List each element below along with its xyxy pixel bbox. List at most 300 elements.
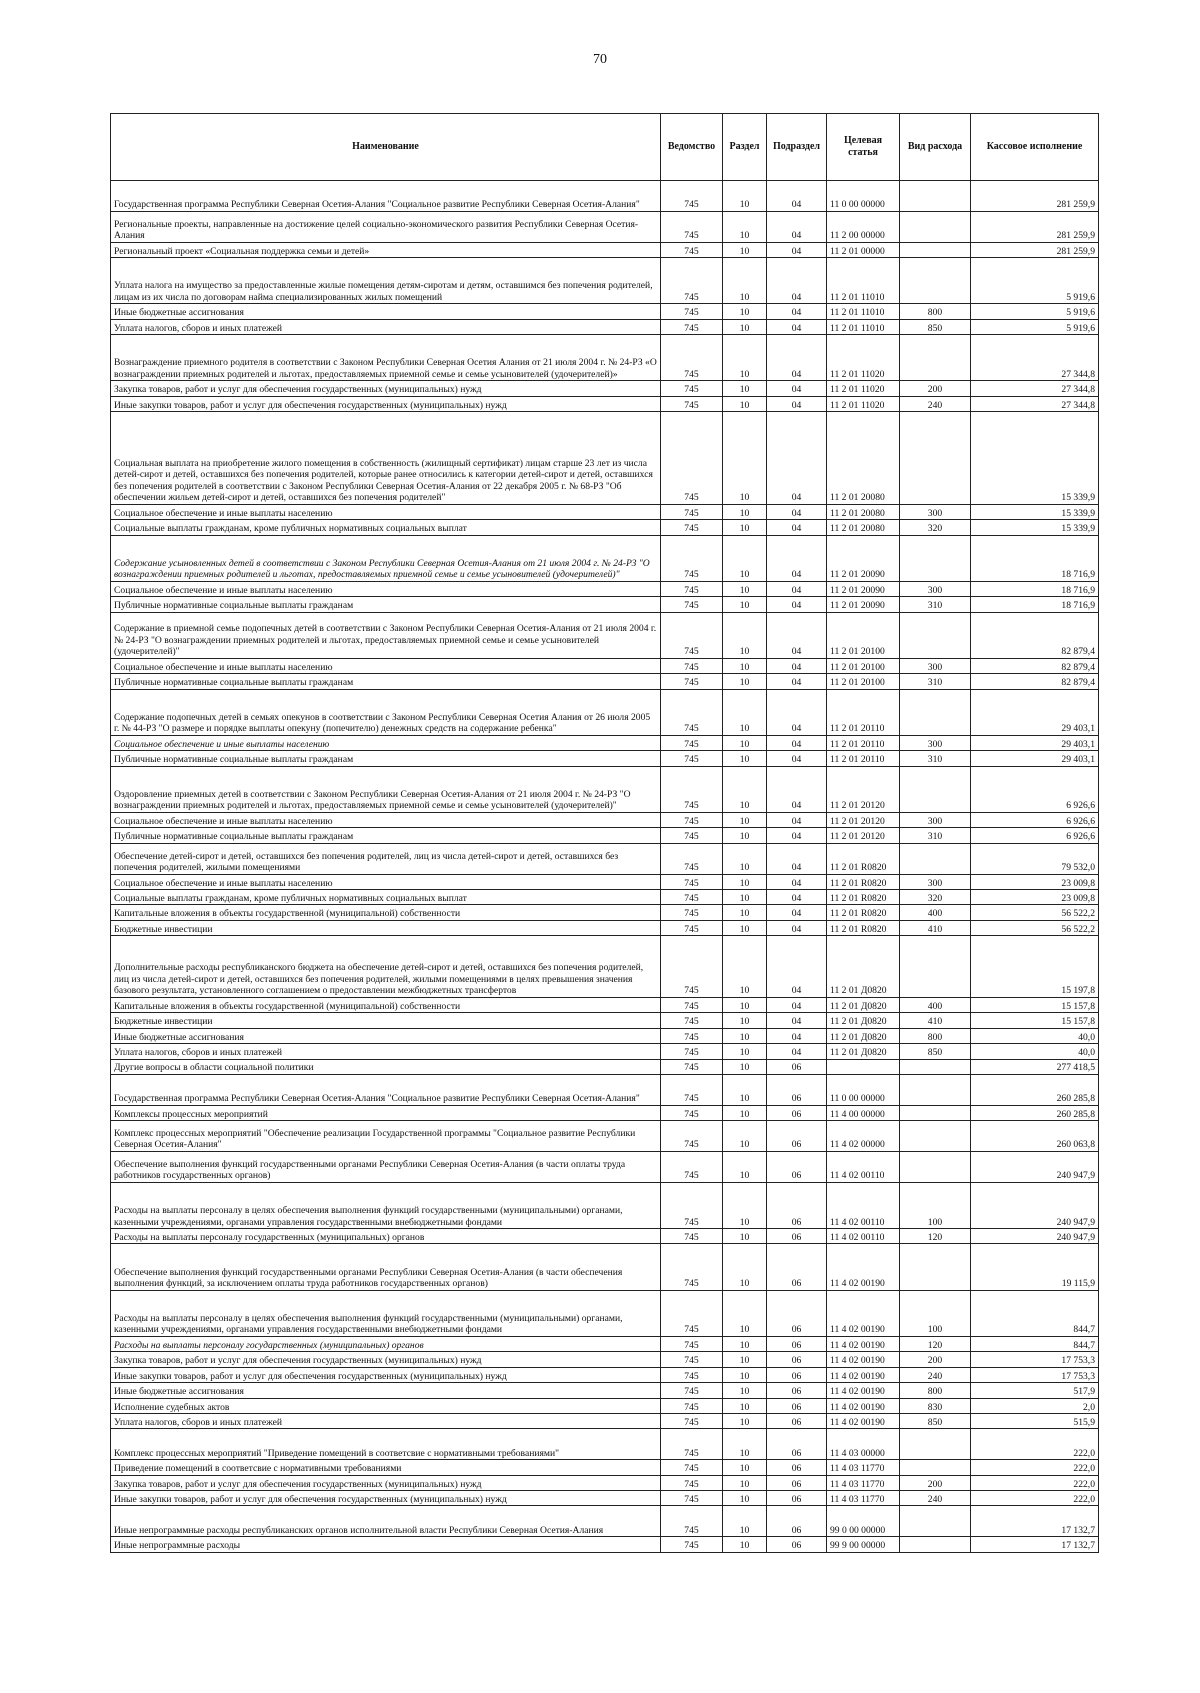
table-row	[111, 1491, 1099, 1506]
cell-name: Обеспечение выполнения функций государственными органами Республики Северная Осетия-Алания (в части обеспечения выполнения функций, за исключением оплаты труда работников государственных органов)	[111, 1244, 661, 1290]
cell-podrazdel: 06	[767, 1475, 827, 1490]
cell-vid-rashoda: 300	[900, 812, 971, 827]
cell-name: Публичные нормативные социальные выплаты гражданам	[111, 751, 661, 766]
cell-razdel: 10	[723, 612, 767, 658]
cell-razdel: 10	[723, 905, 767, 920]
cell-vedomstvo: 745	[661, 1414, 723, 1429]
cell-razdel: 10	[723, 1506, 767, 1537]
cell-podrazdel: 06	[767, 1429, 827, 1460]
cell-vedomstvo: 745	[661, 242, 723, 257]
cell-podrazdel: 04	[767, 396, 827, 411]
cell-celevaya-statya: 11 2 00 00000	[827, 211, 900, 242]
cell-celevaya-statya: 11 2 01 00000	[827, 242, 900, 257]
cell-celevaya-statya: 11 2 01 Д0820	[827, 997, 900, 1012]
cell-vedomstvo: 745	[661, 1028, 723, 1043]
cell-podrazdel: 04	[767, 658, 827, 673]
cell-celevaya-statya: 11 4 02 00190	[827, 1336, 900, 1351]
cell-vid-rashoda	[900, 1244, 971, 1290]
cell-razdel: 10	[723, 412, 767, 505]
cell-vedomstvo: 745	[661, 1105, 723, 1120]
cell-razdel: 10	[723, 520, 767, 535]
cell-razdel: 10	[723, 1537, 767, 1552]
table-row	[111, 874, 1099, 889]
cell-razdel: 10	[723, 535, 767, 581]
cell-vedomstvo: 745	[661, 258, 723, 304]
cell-vedomstvo: 745	[661, 1059, 723, 1074]
cell-celevaya-statya: 11 2 01 20100	[827, 612, 900, 658]
cell-vid-rashoda	[900, 843, 971, 874]
cell-name: Комплекс процессных мероприятий "Приведение помещений в соответсвие с нормативными требованиями"	[111, 1429, 661, 1460]
cell-podrazdel: 06	[767, 1059, 827, 1074]
table-row	[111, 581, 1099, 596]
cell-vid-rashoda: 100	[900, 1290, 971, 1336]
cell-name: Вознаграждение приемного родителя в соответствии с Законом Республики Северная Осетия Алания от 21 июля 2004 г. № 24-РЗ «О вознаграждении приемных родителей и льготах, предоставляемых приемной семье и семье усыновителей (удочерителей)»	[111, 335, 661, 381]
cell-podrazdel: 06	[767, 1352, 827, 1367]
cell-vid-rashoda: 800	[900, 1383, 971, 1398]
cell-name: Расходы на выплаты персоналу государственных (муниципальных) органов	[111, 1229, 661, 1244]
cell-kassovoe-ispolnenie: 2,0	[971, 1398, 1099, 1413]
cell-name: Уплата налогов, сборов и иных платежей	[111, 1414, 661, 1429]
cell-vedomstvo: 745	[661, 735, 723, 750]
table-row	[111, 1367, 1099, 1382]
cell-vid-rashoda: 240	[900, 396, 971, 411]
cell-name: Обеспечение выполнения функций государственными органами Республики Северная Осетия-Алания (в части оплаты труда работников государственных органов)	[111, 1151, 661, 1182]
cell-vedomstvo: 745	[661, 1121, 723, 1152]
cell-kassovoe-ispolnenie: 19 115,9	[971, 1244, 1099, 1290]
cell-podrazdel: 06	[767, 1414, 827, 1429]
cell-podrazdel: 04	[767, 751, 827, 766]
cell-celevaya-statya: 11 2 01 R0820	[827, 890, 900, 905]
cell-kassovoe-ispolnenie: 56 522,2	[971, 905, 1099, 920]
header-vid-rashoda: Вид расхода	[900, 114, 971, 181]
cell-celevaya-statya: 11 2 01 R0820	[827, 920, 900, 935]
cell-podrazdel: 04	[767, 920, 827, 935]
table-row	[111, 319, 1099, 334]
cell-vid-rashoda	[900, 1074, 971, 1105]
cell-celevaya-statya: 11 2 01 20110	[827, 751, 900, 766]
cell-razdel: 10	[723, 1398, 767, 1413]
cell-celevaya-statya: 11 2 01 20110	[827, 689, 900, 735]
cell-celevaya-statya: 11 2 01 R0820	[827, 905, 900, 920]
cell-razdel: 10	[723, 1074, 767, 1105]
cell-vedomstvo: 745	[661, 936, 723, 998]
table-row	[111, 735, 1099, 750]
cell-vedomstvo: 745	[661, 520, 723, 535]
cell-kassovoe-ispolnenie: 17 132,7	[971, 1506, 1099, 1537]
table-body	[111, 181, 1099, 1553]
cell-kassovoe-ispolnenie: 260 285,8	[971, 1105, 1099, 1120]
cell-vid-rashoda	[900, 211, 971, 242]
cell-kassovoe-ispolnenie: 79 532,0	[971, 843, 1099, 874]
cell-vid-rashoda: 200	[900, 1352, 971, 1367]
cell-vedomstvo: 745	[661, 1506, 723, 1537]
cell-name: Социальное обеспечение и иные выплаты населению	[111, 581, 661, 596]
cell-vedomstvo: 745	[661, 396, 723, 411]
cell-kassovoe-ispolnenie: 17 753,3	[971, 1367, 1099, 1382]
cell-razdel: 10	[723, 1383, 767, 1398]
cell-podrazdel: 04	[767, 381, 827, 396]
budget-table	[110, 113, 1099, 1553]
cell-name: Содержание подопечных детей в семьях опекунов в соответствии с Законом Республики Северная Осетия Алания от 26 июля 2005 г. № 44-РЗ "О размере и порядке выплаты опекуну (попечителю) денежных средств на содержание ребенка"	[111, 689, 661, 735]
cell-name: Региональный проект «Социальная поддержка семьи и детей»	[111, 242, 661, 257]
cell-celevaya-statya: 11 2 01 20120	[827, 812, 900, 827]
table-header	[111, 114, 1099, 181]
header-kassovoe-ispolnenie: Кассовое исполнение	[971, 114, 1099, 181]
table-row	[111, 535, 1099, 581]
cell-kassovoe-ispolnenie: 222,0	[971, 1491, 1099, 1506]
table-row	[111, 920, 1099, 935]
cell-vid-rashoda	[900, 181, 971, 212]
cell-celevaya-statya: 11 2 01 20120	[827, 766, 900, 812]
cell-vid-rashoda	[900, 612, 971, 658]
cell-vedomstvo: 745	[661, 535, 723, 581]
cell-podrazdel: 04	[767, 828, 827, 843]
cell-vid-rashoda	[900, 258, 971, 304]
cell-vid-rashoda	[900, 1151, 971, 1182]
cell-name: Дополнительные расходы республиканского бюджета на обеспечение детей-сирот и детей, оставшихся без попечения родителей, лиц из числа детей-сирот и детей, оставшихся без попечения родителей, жилыми помещениями в целях превышения значения базового результата, установленного соглашением о предоставлении межбюджетных трансфертов	[111, 936, 661, 998]
table-row	[111, 381, 1099, 396]
cell-kassovoe-ispolnenie: 23 009,8	[971, 874, 1099, 889]
cell-name: Закупка товаров, работ и услуг для обеспечения государственных (муниципальных) нужд	[111, 381, 661, 396]
cell-razdel: 10	[723, 1182, 767, 1228]
cell-kassovoe-ispolnenie: 56 522,2	[971, 920, 1099, 935]
cell-vedomstvo: 745	[661, 766, 723, 812]
table-row	[111, 1429, 1099, 1460]
cell-kassovoe-ispolnenie: 517,9	[971, 1383, 1099, 1398]
cell-podrazdel: 06	[767, 1336, 827, 1351]
cell-celevaya-statya: 11 2 01 11010	[827, 319, 900, 334]
cell-vid-rashoda: 320	[900, 520, 971, 535]
cell-razdel: 10	[723, 1352, 767, 1367]
cell-vid-rashoda	[900, 936, 971, 998]
cell-name: Закупка товаров, работ и услуг для обеспечения государственных (муниципальных) нужд	[111, 1475, 661, 1490]
cell-podrazdel: 06	[767, 1460, 827, 1475]
cell-celevaya-statya: 11 4 02 00110	[827, 1229, 900, 1244]
cell-vid-rashoda: 300	[900, 658, 971, 673]
table-row	[111, 1460, 1099, 1475]
cell-vid-rashoda: 300	[900, 735, 971, 750]
table-row	[111, 936, 1099, 998]
cell-vid-rashoda: 800	[900, 304, 971, 319]
cell-razdel: 10	[723, 1151, 767, 1182]
cell-vid-rashoda: 300	[900, 504, 971, 519]
cell-razdel: 10	[723, 1429, 767, 1460]
cell-celevaya-statya: 11 2 01 11010	[827, 258, 900, 304]
cell-celevaya-statya: 11 4 02 00190	[827, 1352, 900, 1367]
cell-razdel: 10	[723, 1475, 767, 1490]
table-row	[111, 1506, 1099, 1537]
cell-celevaya-statya: 11 4 02 00110	[827, 1151, 900, 1182]
cell-podrazdel: 04	[767, 766, 827, 812]
cell-vedomstvo: 745	[661, 412, 723, 505]
cell-celevaya-statya: 11 4 03 11770	[827, 1491, 900, 1506]
cell-razdel: 10	[723, 304, 767, 319]
cell-vid-rashoda: 410	[900, 920, 971, 935]
cell-podrazdel: 04	[767, 1028, 827, 1043]
cell-razdel: 10	[723, 1414, 767, 1429]
cell-podrazdel: 04	[767, 612, 827, 658]
cell-razdel: 10	[723, 319, 767, 334]
cell-razdel: 10	[723, 812, 767, 827]
cell-name: Социальное обеспечение и иные выплаты населению	[111, 658, 661, 673]
table-row	[111, 766, 1099, 812]
table-row	[111, 1383, 1099, 1398]
cell-razdel: 10	[723, 890, 767, 905]
cell-razdel: 10	[723, 1229, 767, 1244]
cell-celevaya-statya: 99 0 00 00000	[827, 1506, 900, 1537]
cell-razdel: 10	[723, 242, 767, 257]
cell-podrazdel: 06	[767, 1182, 827, 1228]
cell-vid-rashoda: 400	[900, 997, 971, 1012]
header-razdel: Раздел	[723, 114, 767, 181]
cell-vid-rashoda: 320	[900, 890, 971, 905]
cell-vid-rashoda: 240	[900, 1491, 971, 1506]
table-row	[111, 1044, 1099, 1059]
cell-vid-rashoda: 410	[900, 1013, 971, 1028]
cell-vedomstvo: 745	[661, 658, 723, 673]
cell-vedomstvo: 745	[661, 181, 723, 212]
cell-podrazdel: 06	[767, 1491, 827, 1506]
cell-razdel: 10	[723, 258, 767, 304]
cell-name: Социальное обеспечение и иные выплаты населению	[111, 812, 661, 827]
cell-kassovoe-ispolnenie: 240 947,9	[971, 1182, 1099, 1228]
cell-podrazdel: 04	[767, 689, 827, 735]
cell-razdel: 10	[723, 751, 767, 766]
cell-kassovoe-ispolnenie: 5 919,6	[971, 304, 1099, 319]
cell-vid-rashoda: 310	[900, 828, 971, 843]
table-row	[111, 1028, 1099, 1043]
cell-vid-rashoda	[900, 1105, 971, 1120]
table-row	[111, 1475, 1099, 1490]
cell-podrazdel: 04	[767, 905, 827, 920]
cell-name: Иные бюджетные ассигнования	[111, 304, 661, 319]
cell-podrazdel: 04	[767, 412, 827, 505]
cell-kassovoe-ispolnenie: 515,9	[971, 1414, 1099, 1429]
cell-kassovoe-ispolnenie: 844,7	[971, 1336, 1099, 1351]
cell-vedomstvo: 745	[661, 1367, 723, 1382]
cell-name: Расходы на выплаты персоналу в целях обеспечения выполнения функций государственными (муниципальными) органами, казенными учреждениями, органами управления государственными внебюджетными фондами	[111, 1290, 661, 1336]
cell-razdel: 10	[723, 997, 767, 1012]
table-row	[111, 1182, 1099, 1228]
cell-celevaya-statya: 11 0 00 00000	[827, 1074, 900, 1105]
cell-celevaya-statya: 11 2 01 20090	[827, 535, 900, 581]
cell-vid-rashoda	[900, 1460, 971, 1475]
cell-vid-rashoda: 200	[900, 1475, 971, 1490]
cell-vid-rashoda: 830	[900, 1398, 971, 1413]
cell-razdel: 10	[723, 828, 767, 843]
cell-podrazdel: 04	[767, 997, 827, 1012]
cell-podrazdel: 04	[767, 504, 827, 519]
cell-kassovoe-ispolnenie: 15 339,9	[971, 412, 1099, 505]
cell-name: Расходы на выплаты персоналу государственных (муниципальных) органов	[111, 1336, 661, 1351]
cell-podrazdel: 04	[767, 1013, 827, 1028]
cell-kassovoe-ispolnenie: 15 157,8	[971, 1013, 1099, 1028]
cell-razdel: 10	[723, 581, 767, 596]
table-row	[111, 1059, 1099, 1074]
cell-kassovoe-ispolnenie: 5 919,6	[971, 319, 1099, 334]
cell-name: Капитальные вложения в объекты государственной (муниципальной) собственности	[111, 905, 661, 920]
cell-celevaya-statya: 11 2 01 11020	[827, 335, 900, 381]
cell-kassovoe-ispolnenie: 240 947,9	[971, 1151, 1099, 1182]
header-podrazdel: Подраздел	[767, 114, 827, 181]
table-row	[111, 1244, 1099, 1290]
cell-razdel: 10	[723, 1460, 767, 1475]
cell-vedomstvo: 745	[661, 674, 723, 689]
cell-kassovoe-ispolnenie: 260 063,8	[971, 1121, 1099, 1152]
header-name: Наименование	[111, 114, 661, 181]
cell-vid-rashoda	[900, 1121, 971, 1152]
table-row	[111, 843, 1099, 874]
cell-celevaya-statya: 11 4 02 00000	[827, 1121, 900, 1152]
cell-vid-rashoda: 300	[900, 581, 971, 596]
cell-name: Иные непрограммные расходы	[111, 1537, 661, 1552]
cell-razdel: 10	[723, 597, 767, 612]
cell-razdel: 10	[723, 1367, 767, 1382]
cell-celevaya-statya: 11 2 01 11020	[827, 381, 900, 396]
cell-podrazdel: 04	[767, 319, 827, 334]
cell-kassovoe-ispolnenie: 222,0	[971, 1475, 1099, 1490]
cell-celevaya-statya: 11 2 01 Д0820	[827, 1013, 900, 1028]
cell-kassovoe-ispolnenie: 29 403,1	[971, 751, 1099, 766]
cell-celevaya-statya: 11 2 01 R0820	[827, 874, 900, 889]
cell-vedomstvo: 745	[661, 1460, 723, 1475]
table-row	[111, 751, 1099, 766]
cell-celevaya-statya: 11 4 03 11770	[827, 1475, 900, 1490]
cell-kassovoe-ispolnenie: 6 926,6	[971, 766, 1099, 812]
cell-celevaya-statya: 11 2 01 20080	[827, 412, 900, 505]
cell-celevaya-statya: 11 2 01 20120	[827, 828, 900, 843]
cell-podrazdel: 06	[767, 1506, 827, 1537]
table-row	[111, 1105, 1099, 1120]
cell-celevaya-statya: 11 2 01 20100	[827, 674, 900, 689]
cell-kassovoe-ispolnenie: 17 753,3	[971, 1352, 1099, 1367]
cell-razdel: 10	[723, 1105, 767, 1120]
cell-podrazdel: 04	[767, 735, 827, 750]
table-row	[111, 658, 1099, 673]
cell-podrazdel: 06	[767, 1398, 827, 1413]
cell-kassovoe-ispolnenie: 82 879,4	[971, 612, 1099, 658]
cell-razdel: 10	[723, 674, 767, 689]
cell-vedomstvo: 745	[661, 1229, 723, 1244]
cell-razdel: 10	[723, 211, 767, 242]
cell-name: Социальное обеспечение и иные выплаты населению	[111, 504, 661, 519]
cell-vedomstvo: 745	[661, 1013, 723, 1028]
cell-kassovoe-ispolnenie: 15 197,8	[971, 936, 1099, 998]
cell-name: Другие вопросы в области социальной политики	[111, 1059, 661, 1074]
cell-kassovoe-ispolnenie: 6 926,6	[971, 828, 1099, 843]
cell-vedomstvo: 745	[661, 304, 723, 319]
table-row	[111, 597, 1099, 612]
table-row	[111, 1414, 1099, 1429]
cell-kassovoe-ispolnenie: 6 926,6	[971, 812, 1099, 827]
cell-celevaya-statya: 11 4 02 00190	[827, 1244, 900, 1290]
cell-name: Иные закупки товаров, работ и услуг для обеспечения государственных (муниципальных) нужд	[111, 1491, 661, 1506]
cell-vedomstvo: 745	[661, 828, 723, 843]
table-row	[111, 1121, 1099, 1152]
cell-vid-rashoda	[900, 412, 971, 505]
table-row	[111, 890, 1099, 905]
cell-celevaya-statya: 11 2 01 20110	[827, 735, 900, 750]
cell-celevaya-statya: 11 4 02 00190	[827, 1290, 900, 1336]
cell-kassovoe-ispolnenie: 15 339,9	[971, 504, 1099, 519]
cell-name: Иные бюджетные ассигнования	[111, 1028, 661, 1043]
cell-name: Социальные выплаты гражданам, кроме публичных нормативных социальных выплат	[111, 520, 661, 535]
cell-name: Приведение помещений в соответсвие с нормативными требованиями	[111, 1460, 661, 1475]
cell-podrazdel: 04	[767, 843, 827, 874]
table-row	[111, 1352, 1099, 1367]
cell-kassovoe-ispolnenie: 281 259,9	[971, 242, 1099, 257]
cell-razdel: 10	[723, 1491, 767, 1506]
cell-kassovoe-ispolnenie: 222,0	[971, 1460, 1099, 1475]
table-row	[111, 242, 1099, 257]
cell-vid-rashoda: 120	[900, 1336, 971, 1351]
cell-name: Публичные нормативные социальные выплаты гражданам	[111, 597, 661, 612]
cell-name: Социальное обеспечение и иные выплаты населению	[111, 735, 661, 750]
cell-vedomstvo: 745	[661, 1491, 723, 1506]
cell-celevaya-statya: 11 2 01 R0820	[827, 843, 900, 874]
cell-kassovoe-ispolnenie: 18 716,9	[971, 535, 1099, 581]
cell-celevaya-statya: 11 2 01 Д0820	[827, 1044, 900, 1059]
cell-vedomstvo: 745	[661, 1290, 723, 1336]
cell-razdel: 10	[723, 874, 767, 889]
cell-razdel: 10	[723, 1044, 767, 1059]
cell-podrazdel: 06	[767, 1537, 827, 1552]
cell-kassovoe-ispolnenie: 18 716,9	[971, 597, 1099, 612]
table-row	[111, 211, 1099, 242]
cell-kassovoe-ispolnenie: 23 009,8	[971, 890, 1099, 905]
cell-vedomstvo: 745	[661, 1182, 723, 1228]
cell-vedomstvo: 745	[661, 597, 723, 612]
cell-celevaya-statya: 11 4 00 00000	[827, 1105, 900, 1120]
cell-podrazdel: 04	[767, 258, 827, 304]
cell-vedomstvo: 745	[661, 1336, 723, 1351]
cell-kassovoe-ispolnenie: 40,0	[971, 1044, 1099, 1059]
cell-vedomstvo: 745	[661, 612, 723, 658]
cell-celevaya-statya: 11 4 02 00190	[827, 1414, 900, 1429]
cell-kassovoe-ispolnenie: 277 418,5	[971, 1059, 1099, 1074]
cell-razdel: 10	[723, 1028, 767, 1043]
cell-kassovoe-ispolnenie: 281 259,9	[971, 211, 1099, 242]
cell-vid-rashoda	[900, 1429, 971, 1460]
cell-razdel: 10	[723, 1013, 767, 1028]
cell-podrazdel: 04	[767, 335, 827, 381]
cell-vedomstvo: 745	[661, 1475, 723, 1490]
cell-vid-rashoda	[900, 335, 971, 381]
cell-podrazdel: 06	[767, 1105, 827, 1120]
cell-razdel: 10	[723, 936, 767, 998]
cell-vid-rashoda: 850	[900, 319, 971, 334]
cell-podrazdel: 04	[767, 874, 827, 889]
cell-name: Иные бюджетные ассигнования	[111, 1383, 661, 1398]
cell-name: Содержание усыновленных детей в соответствии с Законом Республики Северная Осетия-Алания от 21 июля 2004 г. № 24-РЗ "О вознаграждении приемных родителей и льготах, предоставляемых приемной семье и семье усыновителей (удочерителей)"	[111, 535, 661, 581]
cell-podrazdel: 06	[767, 1290, 827, 1336]
cell-razdel: 10	[723, 504, 767, 519]
cell-kassovoe-ispolnenie: 82 879,4	[971, 658, 1099, 673]
cell-kassovoe-ispolnenie: 29 403,1	[971, 689, 1099, 735]
cell-razdel: 10	[723, 920, 767, 935]
cell-vid-rashoda	[900, 1506, 971, 1537]
table-row	[111, 520, 1099, 535]
cell-kassovoe-ispolnenie: 260 285,8	[971, 1074, 1099, 1105]
cell-vedomstvo: 745	[661, 1044, 723, 1059]
cell-kassovoe-ispolnenie: 15 339,9	[971, 520, 1099, 535]
cell-name: Иные закупки товаров, работ и услуг для обеспечения государственных (муниципальных) нужд	[111, 1367, 661, 1382]
cell-vedomstvo: 745	[661, 997, 723, 1012]
table-row	[111, 304, 1099, 319]
page-number: 70	[593, 52, 607, 67]
cell-vid-rashoda	[900, 766, 971, 812]
cell-kassovoe-ispolnenie: 27 344,8	[971, 381, 1099, 396]
